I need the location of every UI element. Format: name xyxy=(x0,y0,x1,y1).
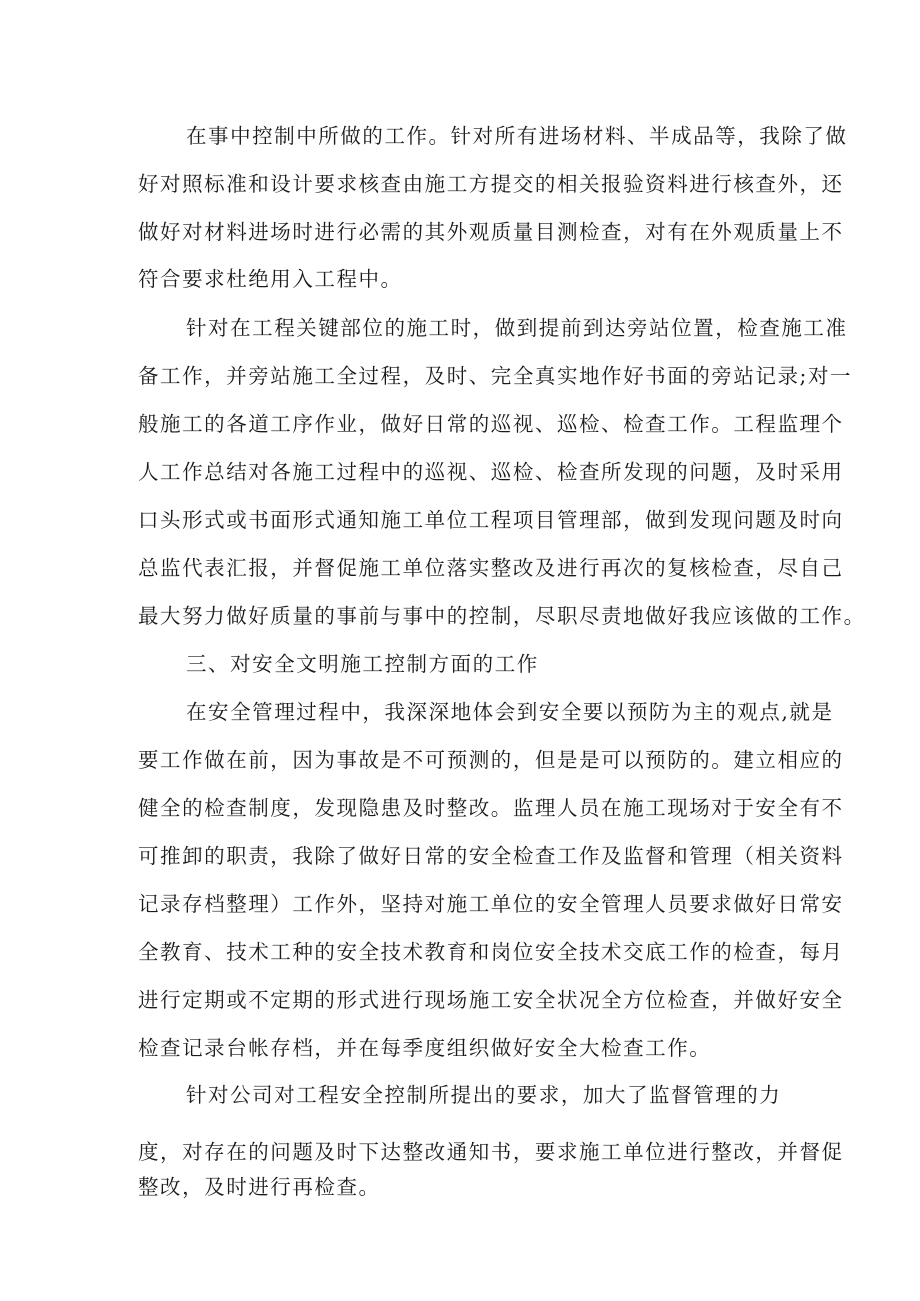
paragraph-3-line-8: 检查记录台帐存档，并在每季度组织做好安全大检查工作。 xyxy=(138,1036,712,1060)
paragraph-3-line-1: 在安全管理过程中，我深深地体会到安全要以预防为主的观点,就是 xyxy=(186,700,834,724)
paragraph-2-line-1: 针对在工程关键部位的施工时，做到提前到达旁站位置，检查施工准 xyxy=(186,316,848,340)
paragraph-3-line-6: 全教育、技术工种的安全技术教育和岗位安全技术交底工作的检查，每月 xyxy=(138,940,844,964)
paragraph-2-line-5: 口头形式或书面形式通知施工单位工程项目管理部，做到发现问题及时向 xyxy=(138,508,844,532)
paragraph-2-line-4: 人工作总结对各施工过程中的巡视、巡检、检查所发现的问题，及时采用 xyxy=(138,460,844,484)
paragraph-1-line-2: 好对照标准和设计要求核查由施工方提交的相关报验资料进行核查外，还 xyxy=(138,172,844,196)
paragraph-3-line-4: 可推卸的职责，我除了做好日常的安全检查工作及监督和管理（相关资料 xyxy=(138,844,844,868)
paragraph-1-line-3: 做好对材料进场时进行必需的其外观质量目测检查，对有在外观质量上不 xyxy=(138,220,844,244)
paragraph-4-line-3: 整改，及时进行再检查。 xyxy=(138,1175,381,1199)
paragraph-1-line-1: 在事中控制中所做的工作。针对所有进场材料、半成品等，我除了做 xyxy=(186,124,848,148)
paragraph-2-line-6: 总监代表汇报，并督促施工单位落实整改及进行再次的复核检查，尽自己 xyxy=(138,556,844,580)
paragraph-3-line-2: 要工作做在前，因为事故是不可预测的，但是是可以预防的。建立相应的 xyxy=(138,748,844,772)
paragraph-4-line-1: 针对公司对工程安全控制所提出的要求，加大了监督管理的力 xyxy=(186,1083,782,1107)
paragraph-2-line-2: 备工作，并旁站施工全过程，及时、完全真实地作好书面的旁站记录;对一 xyxy=(138,364,853,388)
paragraph-4-line-2: 度，对存在的问题及时下达整改通知书，要求施工单位进行整改，并督促 xyxy=(138,1140,844,1164)
paragraph-2-line-7: 最大努力做好质量的事前与事中的控制，尽职尽责地做好我应该做的工作。 xyxy=(138,604,866,628)
paragraph-3-line-3: 健全的检查制度，发现隐患及时整改。监理人员在施工现场对于安全有不 xyxy=(138,796,844,820)
paragraph-3-line-7: 进行定期或不定期的形式进行现场施工安全状况全方位检查，并做好安全 xyxy=(138,988,844,1012)
section-heading: 三、对安全文明施工控制方面的工作 xyxy=(186,652,539,676)
paragraph-1-line-4: 符合要求杜绝用入工程中。 xyxy=(138,267,403,291)
paragraph-3-line-5: 记录存档整理）工作外，坚持对施工单位的安全管理人员要求做好日常安 xyxy=(138,892,844,916)
paragraph-2-line-3: 般施工的各道工序作业，做好日常的巡视、巡检、检查工作。工程监理个 xyxy=(138,412,844,436)
